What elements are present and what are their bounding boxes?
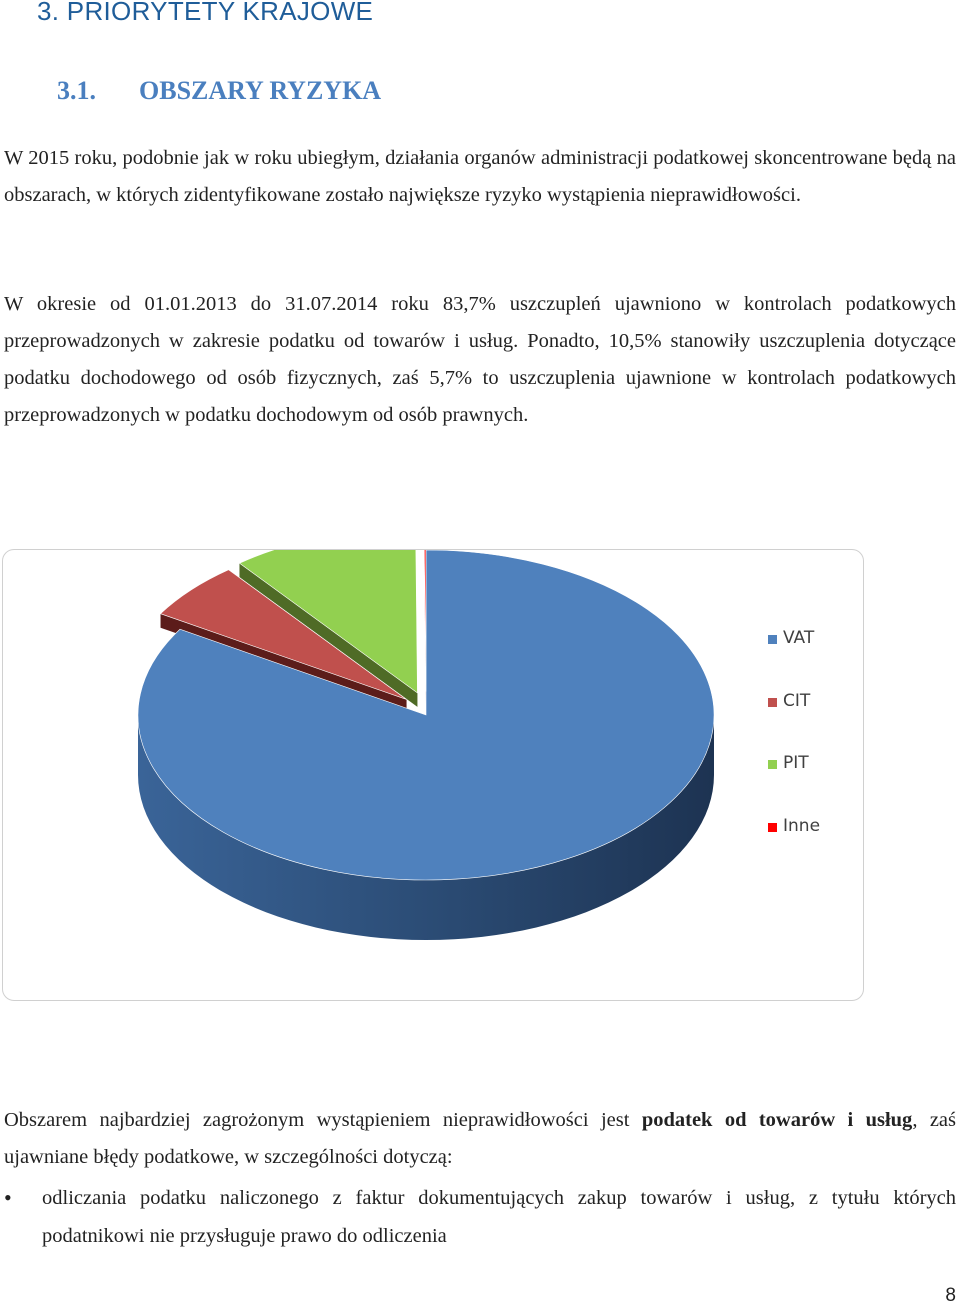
section-heading: 3. PRIORYTETY KRAJOWE	[37, 0, 374, 26]
legend-swatch	[768, 760, 777, 769]
chart-legend	[768, 628, 820, 878]
list-item: • odliczania podatku naliczonego z faktur dokumentujących zakup towarów i usług, z tytułu których podatnikowi nie przysługuje prawo do odliczenia	[4, 1179, 956, 1255]
slice-inne	[424, 550, 426, 692]
legend-label: Inne	[783, 815, 821, 836]
legend-item-cit	[768, 691, 820, 754]
paragraph-risk-area	[4, 1102, 956, 1176]
p3-bold-vat: podatek od towarów i usług	[641, 1109, 913, 1131]
p3-text-start: Obszarem najbardziej zagrożonym wystąpieniem nieprawidłowości jest	[4, 1109, 642, 1131]
subsection-number: 3.1.	[57, 76, 96, 105]
legend-swatch	[768, 698, 777, 707]
legend-swatch	[768, 635, 777, 644]
legend-label: VAT	[783, 628, 815, 648]
subsection-title: OBSZARY RYZYKA	[139, 76, 382, 105]
legend-label: PIT	[783, 753, 809, 773]
legend-item-inne	[768, 816, 820, 879]
pie-chart	[3, 550, 863, 1000]
legend-item-pit	[768, 753, 820, 816]
legend-label: CIT	[783, 690, 811, 711]
error-list	[4, 1179, 956, 1255]
legend-item-vat	[768, 628, 820, 691]
chart-container	[2, 549, 864, 1001]
subsection-heading	[57, 76, 381, 106]
p3-text-end: , zaś ujawniane błędy podatkowe, w szczególności dotyczą:	[4, 1109, 956, 1168]
page-number: 8	[945, 1285, 956, 1306]
paragraph-intro: W 2015 roku, podobnie jak w roku ubiegłym, działania organów administracji podatkowej skoncentrowane będą na obszarach, w których zidentyfikowane zostało największe ryzyko wystąpienia nieprawidłowości.	[4, 147, 956, 206]
legend-swatch	[768, 823, 777, 832]
paragraph-statistics: W okresie od 01.01.2013 do 31.07.2014 roku 83,7% uszczupleń ujawniono w kontrolach podatkowych przeprowadzonych w zakresie podatku od towarów i usług. Ponadto, 10,5% stanowiły uszczuplenia dotyczące podatku dochodowego od osób fizycznych, zaś 5,7% to uszczuplenia ujawnione w kontrolach podatkowych przeprowadzonych w podatku dochodowym od osób prawnych.	[4, 293, 956, 426]
